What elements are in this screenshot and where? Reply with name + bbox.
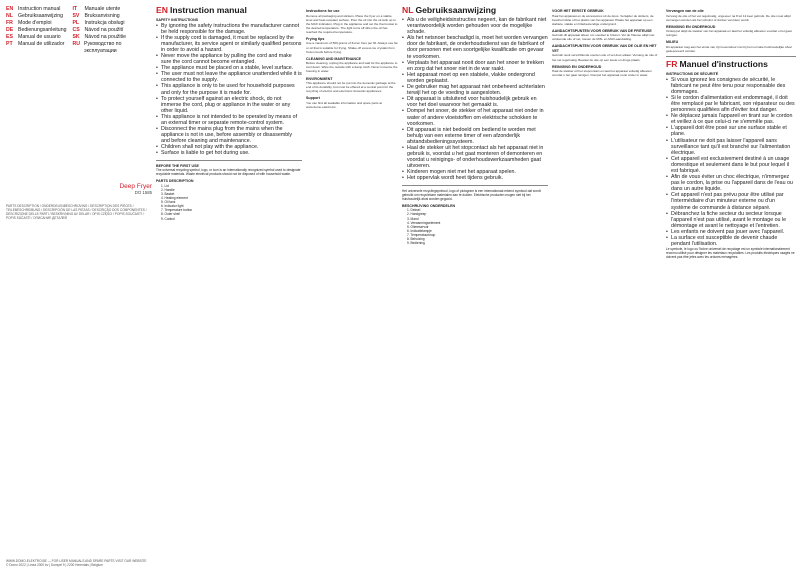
nl2-heading-b: AANDACHTSPUNTEN VOOR GEBRUIK VAN DE FRITEUSE <box>552 28 652 33</box>
cover-column <box>6 6 152 571</box>
language-code: SV <box>72 13 80 19</box>
copyright: © Domo 2022 | Linea 2000 bv | Dompel 9 | 2200 Herentals | Belgium <box>6 562 103 567</box>
parts-description-title: PARTS DESCRIPTION / ONDERDELENBESCHRIJVING / DESCRIPTION DES PIÈCES / TEILEBESCHREIBUNG / DESCRIPCIÓN DE LAS PIEZAS / DESCRIÇÃO DOS COMPONENTES / DESCRIZIONE DELLE PARTI / BESKRIVNING AV DELAR / OPIS CZĘŚCI / POPIS SOUČÁSTÍ / POPIS SÚČASTÍ / ОПИСАНИЕ ДЕТАЛЕЙ <box>6 203 147 221</box>
part-item: 9. Control <box>161 216 175 221</box>
safety-item: • Als het netsnoer beschadigd is, moet het worden vervangen door de fabrikant, de onderhoudsdienst van de fabrikant of door personen met een soortgelijke kwalificatie om gevaar te voorkomen. <box>402 35 548 59</box>
part-item: 3. Mand <box>407 216 419 221</box>
safety-item: • Surface is liable to get hot during use. <box>156 150 302 156</box>
part-item: 9. Bediening <box>407 241 425 246</box>
safety-item: • Afin de vous éviter un choc électrique, n'immergez pas le cordon, la prise ou l'appareil dans de l'eau ou dans un autre liquide. <box>666 174 796 192</box>
fr-column <box>666 6 796 571</box>
language-index <box>6 6 152 55</box>
safety-item: • Débranchez la fiche secteur du secteur lorsque l'appareil n'est pas utilisé, avant le montage ou le démontage et avant le nettoyage et l'entretien. <box>666 211 796 229</box>
language-entry <box>6 20 66 27</box>
part-item: 2. Handle <box>161 187 175 192</box>
part-item: 1. Deksel <box>407 208 421 213</box>
language-name: Instrukcja obsługi <box>84 20 125 26</box>
language-entry <box>6 34 66 41</box>
en-parts-heading: PARTS DESCRIPTION <box>156 179 194 184</box>
language-code: NL <box>6 13 13 19</box>
safety-item: • Verplaats het apparaat nooit door aan het snoer te trekken en zorg dat het snoer niet in de war raakt. <box>402 60 548 72</box>
fr-code: FR <box>666 59 678 70</box>
part-item: 6. Indicator light <box>161 204 184 209</box>
en-usage-column <box>306 6 398 571</box>
nl2-heading-a: VOOR HET EERSTE GEBRUIK <box>552 9 604 13</box>
en2-heading-c: CLEANING AND MAINTENANCE <box>306 56 361 61</box>
en2-heading-b: Frying tips <box>306 36 325 41</box>
safety-item: • La surface est susceptible de devenir chaude pendant l'utilisation. <box>666 235 796 247</box>
en2-text-a: Remove all packaging and stickers. Place the fryer on a stable, level and heat-resistant surface. Pour the oil into the oil tank up to the MAX indication. Plug in the appliance and set the thermostat to the desired temperature. The light turns off when the oil has reached the required temperature. <box>306 13 398 34</box>
language-code: FR <box>6 20 13 26</box>
language-code: RU <box>72 41 80 47</box>
safety-item: • This appliance is not intended to be operated by means of an external timer or separate remote-control system. <box>156 114 302 126</box>
language-entry <box>6 13 66 20</box>
en-code: EN <box>156 6 168 15</box>
language-entry <box>6 41 66 48</box>
fr-recycle-text: Le symbole, le logo ou l'icône universel de recyclage est un symbole internationalement reconnu utilisé pour désigner les matériaux recyclables. Les produits électriques usagés ne doivent pas être jetés avec les ordures ménagères. <box>666 247 795 260</box>
safety-item: • Si le cordon d'alimentation est endommagé, il doit être remplacé par le fabricant, son réparateur ou des personnes qualifiées afin d'éviter tout danger. <box>666 95 796 113</box>
language-name: Gebruiksaanwijzing <box>18 13 63 19</box>
part-item: 4. Verwarmingselement <box>407 220 441 225</box>
part-item: 7. Temperatuurknop <box>407 232 436 237</box>
safety-item: • Het oppervlak wordt heet tijdens gebruik. <box>402 175 548 181</box>
nl2-text-b: Gebruik dit apparaat alleen om voedsel te frituren. Vul de friteuse altijd met voldoende olie of vet, tussen de MIN- en MAX-aanduiding. <box>552 33 655 42</box>
en2-text-b: Use a maximum of 500 grams of frozen fries per fill. Always use fat or oil that is suitable for frying. Shake off excess ice crystals from frozen foods before frying. <box>306 41 398 54</box>
product-name: Deep Fryer <box>119 183 152 190</box>
language-name: Manual de usuario <box>18 34 61 40</box>
safety-item: • Cet appareil est exclusivement destiné à un usage domestique et seulement dans le but pour lequel il est fabriqué. <box>666 156 796 174</box>
safety-item: • The appliance must be placed on a stable, level surface. <box>156 65 302 71</box>
language-code: CS <box>72 27 80 33</box>
safety-item: • Never move the appliance by pulling the cord and make sure the cord cannot become entangled. <box>156 53 302 65</box>
part-item: 5. Oliereservoir <box>407 224 429 229</box>
safety-item: • L'appareil doit être posé sur une surface stable et plane. <box>666 125 796 137</box>
language-name: Manuale utente <box>84 6 121 12</box>
nl-usage-column <box>552 6 662 571</box>
nl-code: NL <box>402 6 414 15</box>
language-name: Руководство по эксплуатации <box>84 41 122 54</box>
fr-title <box>666 60 796 69</box>
language-entry <box>6 6 66 13</box>
en2-heading-e: Support <box>306 96 320 101</box>
safety-item: • Dit apparaat is uitsluitend voor huishoudelijk gebruik en voor het doel waarvoor het gemaakt is. <box>402 96 548 108</box>
en-title-text: Instruction manual <box>169 6 247 15</box>
fr-safety-list <box>666 77 796 248</box>
part-item: 7. Temperature button <box>161 208 193 213</box>
fr-heading-b: REINIGING EN ONDERHOUD <box>666 24 716 29</box>
fr-text-b: Ontkoppel altijd de stekker van het apparaat en laat het volledig afkoelen voordat u het gaat reinigen. <box>666 29 792 38</box>
nl2-text-c: Gebruik nooit verschillende soorten olie of vet door elkaar. Vervang de olie of het vet regelmatig. Bewaar de olie op een koele en droge plaats. <box>552 53 658 62</box>
safety-item: • Kinderen mogen niet met het apparaat spelen. <box>402 169 548 175</box>
safety-item: • To protect yourself against an electric shock, do not immerse the cord, plug or appliance in the water or any other liquid. <box>156 96 302 114</box>
safety-item: • This appliance is only to be used for household purposes and only for the purpose it is made for. <box>156 83 302 95</box>
language-code: SK <box>72 34 80 40</box>
language-name: Bedienungsanleitung <box>18 27 67 33</box>
language-entry <box>72 27 152 34</box>
part-item: 6. Indicatielampje <box>407 228 432 233</box>
part-item: 1. Lid <box>161 183 169 188</box>
safety-item: • Disconnect the mains plug from the mains when the appliance is not in use, before assembly or disassembly and before cleaning and maintenance. <box>156 126 302 144</box>
nl2-heading-c: AANDACHTSPUNTEN VOOR GEBRUIK VAN DE OLIE EN HET VET <box>552 44 657 53</box>
en-first-use-heading: BEFORE THE FIRST USE <box>156 163 199 168</box>
nl-column <box>402 6 548 571</box>
safety-item: • Si vous ignorez les consignes de sécurité, le fabricant ne peut être tenu pour responsable des dommages. <box>666 77 796 95</box>
nl2-text-a: Haal het apparaat en de accessoires uit de doos. Verwijder de stickers, de beschermfolie of het plastic van het apparaat. Plaats het apparaat op een stabiele, vlakke en hittebestendige ondergrond. <box>552 13 654 26</box>
nl-parts-list <box>402 208 548 245</box>
en-safety-heading: SAFETY INSTRUCTIONS <box>156 18 199 22</box>
divider <box>156 160 302 161</box>
safety-item: • By ignoring the safety instructions the manufacturer cannot be held responsible for the damage. <box>156 23 302 35</box>
safety-item: • Als u de veiligheidsinstructies negeert, kan de fabrikant niet verantwoordelijk worden gehouden voor de mogelijke schade. <box>402 17 548 35</box>
part-item: 2. Handgreep <box>407 212 427 217</box>
safety-item: • Haal de stekker uit het stopcontact als het apparaat niet in gebruik is, voordat u het gaat monteren of demonteren en voordat u reinigings- of onderhoudswerkzaamheden gaat uitvoeren. <box>402 145 548 169</box>
safety-item: • The user must not leave the appliance unattended while it is connected to the supply. <box>156 71 302 83</box>
nl-title-text: Gebruiksaanwijzing <box>415 6 497 15</box>
language-entry <box>72 20 152 27</box>
language-name: Bruksanvisning <box>84 13 120 19</box>
en2-heading-d: ENVIRONMENT <box>306 76 333 81</box>
language-entry <box>72 41 152 55</box>
language-entry <box>6 27 66 34</box>
language-code: EN <box>6 6 14 12</box>
language-list-left <box>6 6 66 55</box>
model-number: DO 1585 <box>134 190 152 195</box>
language-code: ES <box>6 34 13 40</box>
language-name: Mode d'emploi <box>18 20 52 26</box>
en2-text-e: You can find all available information and spare parts at www.domo-elektro.be. <box>306 100 382 109</box>
cover-footer <box>6 559 152 567</box>
language-list-right <box>72 6 152 55</box>
part-item: 5. Oil tank <box>161 200 176 205</box>
website-note: WWW.DOMO-ELEKTRO.BE — FOR USER MANUALS AND SPARE PARTS VISIT OUR WEBSITE <box>6 558 147 563</box>
language-name: Návod na použitie <box>84 34 126 40</box>
safety-item: • Children shall not play with the appliance. <box>156 144 302 150</box>
fr-safety-heading: INSTRUCTIONS DE SÉCURITÉ <box>666 72 719 77</box>
en-safety-list <box>156 23 302 157</box>
language-name: Instruction manual <box>18 6 61 12</box>
part-item: 3. Basket <box>161 191 175 196</box>
fr-heading-c: MILIEU <box>666 40 679 45</box>
safety-item: • Les enfants ne doivent pas jouer avec l'appareil. <box>666 229 796 235</box>
fr-text-c: Dit apparaat mag aan het einde van zijn levensduur niet bij het normale huishoudelijke afval gedeponeerd worden. <box>666 44 792 53</box>
nl2-heading-d: REINIGING EN ONDERHOUD <box>552 64 602 69</box>
fr-heading-a: Vervangen van de olie <box>666 9 704 13</box>
part-item: 4. Heating element <box>161 196 188 201</box>
nl-parts-heading: BESCHRIJVING ONDERDELEN <box>402 203 456 208</box>
safety-item: • Dompel het snoer, de stekker of het apparaat niet onder in water of andere vloeistoffen om elektrische schokken te voorkomen. <box>402 108 548 126</box>
nl-recycle-text: Het universele recyclingsymbool, logo of pictogram is een internationaal erkend symbool dat wordt gebruikt om recyclebare materialen aan te duiden. Elektrische producten mogen niet bij het huishoudelijk afval worden gegooid. <box>402 188 541 201</box>
en-column <box>156 6 302 571</box>
safety-item: • Het apparaat moet op een stabiele, vlakke ondergrond worden geplaatst. <box>402 72 548 84</box>
part-item: 8. Behuizing <box>407 236 425 241</box>
language-code: PT <box>6 41 13 47</box>
language-entry <box>72 6 152 13</box>
en-recycle-text: The universal recycling symbol, logo, or icon is an internationally recognized symbol used to designate recyclable materials. Waste electrical products should not be disposed of with household waste. <box>156 168 301 177</box>
en2-text-d: This appliance should not be put into the domestic garbage at the end of its durability, but must be offered at a central point for the recycling of electric and electronic domestic appliances. <box>306 81 396 94</box>
nl2-text-d: Haal de stekker uit het stopcontact en laat het apparaat volledig afkoelen voordat u het gaat reinigen. Dompel het apparaat nooit onder in water. <box>552 69 652 78</box>
language-entry <box>72 34 152 41</box>
language-name: Manual de utilizador <box>18 41 65 47</box>
part-item: 8. Outer shell <box>161 212 180 217</box>
divider <box>402 185 548 186</box>
language-code: PL <box>72 20 80 26</box>
language-code: IT <box>72 6 78 12</box>
language-code: DE <box>6 27 14 33</box>
safety-item: • Dit apparaat is niet bedoeld om bediend te worden met behulp van een externe timer of een afzonderlijk afstandsbedieningssysteem. <box>402 127 548 145</box>
safety-item: • De gebruiker mag het apparaat niet onbeheerd achterlaten terwijl het op de voeding is aangesloten. <box>402 84 548 96</box>
safety-item: • Cet appareil n'est pas prévu pour être utilisé par l'intermédiaire d'un minuteur externe ou d'un système de commande à distance séparé. <box>666 192 796 210</box>
en2-text-c: Before cleaning, unplug the appliance and wait for the appliance to cool down. Wipe the outside with a damp cloth. Never immerse the housing in water. <box>306 61 398 74</box>
fr-title-text: Manuel d'instructions <box>679 59 768 70</box>
nl-safety-list <box>402 17 548 182</box>
nl-title <box>402 6 548 15</box>
safety-item: • L'utilisateur ne doit pas laisser l'appareil sans surveillance tant qu'il est branché sur l'alimentation électrique. <box>666 138 796 156</box>
en2-heading-a: Instructions for use <box>306 9 340 13</box>
safety-item: • If the supply cord is damaged, it must be replaced by the manufacturer, its service agent or similarly qualified persons in order to avoid a hazard. <box>156 35 302 53</box>
language-entry <box>72 13 152 20</box>
en-parts-list <box>156 184 302 221</box>
en-title <box>156 6 302 15</box>
language-name: Návod na použití <box>84 27 124 33</box>
fr-text-a: Vervang de olie of het vet regelmatig, ongeveer na 8 tot 12 keer gebruik. De olie moet altijd vervangen worden als het schuimt of donker van kleur wordt. <box>666 13 791 22</box>
divider <box>666 56 796 57</box>
safety-item: • Ne déplacez jamais l'appareil en tirant sur le cordon et veillez à ce que celui-ci ne s'emmêle pas. <box>666 113 796 125</box>
